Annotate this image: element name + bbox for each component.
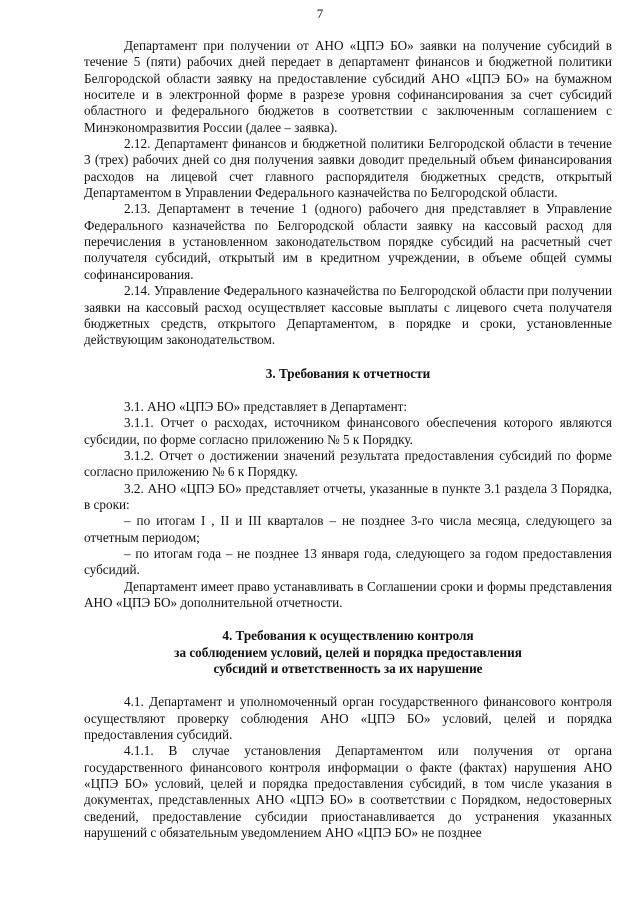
paragraph-3-2-quarters: – по итогам I , II и III кварталов – не позднее 3-го числа месяца, следующего за отчетным периодом; — [84, 513, 612, 545]
section-4-heading — [84, 628, 612, 677]
document-body — [84, 38, 612, 841]
paragraph-3-1: 3.1. АНО «ЦПЭ БО» представляет в Департамент: — [124, 398, 408, 414]
paragraph-4-1-1: 4.1.1. В случае установления Департаментом или получения от органа государственного финансового контроля информации о факте (фактах) нарушения АНО «ЦПЭ БО» условий, целей и порядка предоставления субсидий, в том числе указания в документах, представленных АНО «ЦПЭ БО» в соответствии с Порядком, недостоверных сведений, предоставление субсидии приостанавливается до устранения указанных нарушений с обязательным уведомлением АНО «ЦПЭ БО» не позднее — [84, 743, 612, 841]
paragraph-dept-request: Департамент при получении от АНО «ЦПЭ БО» заявки на получение субсидий в течение 5 (пяти) рабочих дней передает в департамент финансов и бюджетной политики Белгородской области заявку на предоставление субсидий АНО «ЦПЭ БО» на бумажном носителе и в электронной форме в разрезе уровня софинансирования за счет субсидий областного и федерального бюджетов в соответствии с заключенным соглашением с Минэкономразвития России (далее – заявка). — [84, 38, 612, 135]
paragraph-3-1-1: 3.1.1. Отчет о расходах, источником финансового обеспечения которого являются субсидии, по форме согласно приложению № 5 к Порядку. — [84, 415, 612, 447]
paragraph-3-2-year: – по итогам года – не позднее 13 января года, следующего за годом предоставления субсидий. — [84, 545, 612, 578]
paragraph-4-1: 4.1. Департамент и уполномоченный орган государственного финансового контроля осуществляют проверку соблюдения АНО «ЦПЭ БО» условий, целей и порядка предоставления субсидий. — [84, 694, 612, 743]
paragraph-3-1-2: 3.1.2. Отчет о достижении значений результата предоставления субсидий по форме согласно приложению № 6 к Порядку. — [84, 447, 612, 480]
paragraph-3-extra-reporting: Департамент имеет право устанавливать в Соглашении сроки и формы представления АНО «ЦПЭ БО» дополнительной отчетности. — [84, 578, 612, 610]
paragraph-2-12: 2.12. Департамент финансов и бюджетной политики Белгородской области в течение 3 (трех) рабочих дней со дня получения заявки доводит предельный объем финансирования расходов на лицевой счет главного распорядителя бюджетных средств, открытый Департаментом в Управлении Федерального казначейства по Белгородской области. — [84, 136, 612, 201]
paragraph-2-14: 2.14. Управление Федерального казначейства по Белгородской области при получении заявки на кассовый расход осуществляет кассовые выплаты с лицевого счета получателя бюджетных средств, открытого Департаментом, в порядке и сроки, установленные действующим законодательством. — [84, 283, 612, 348]
section-4-heading-line: 4. Требования к осуществлению контроля — [222, 628, 474, 644]
paragraph-3-2: 3.2. АНО «ЦПЭ БО» представляет отчеты, указанные в пункте 3.1 раздела 3 Порядка, в сроки: — [84, 480, 612, 512]
section-4-heading-line: субсидий и ответственность за их нарушение — [213, 661, 483, 677]
page-number: 7 — [316, 6, 324, 21]
section-3-heading: 3. Требования к отчетности — [265, 365, 431, 381]
section-4-heading-line: за соблюдением условий, целей и порядка предоставления — [174, 644, 522, 660]
paragraph-2-13: 2.13. Департамент в течение 1 (одного) рабочего дня представляет в Управление Федерального казначейства по Белгородской области заявку на кассовый расход для перечисления в установленном законодательством порядке субсидий на расчетный счет получателя субсидий, открытый им в кредитном учреждении, в объеме общей суммы софинансирования. — [84, 201, 612, 282]
